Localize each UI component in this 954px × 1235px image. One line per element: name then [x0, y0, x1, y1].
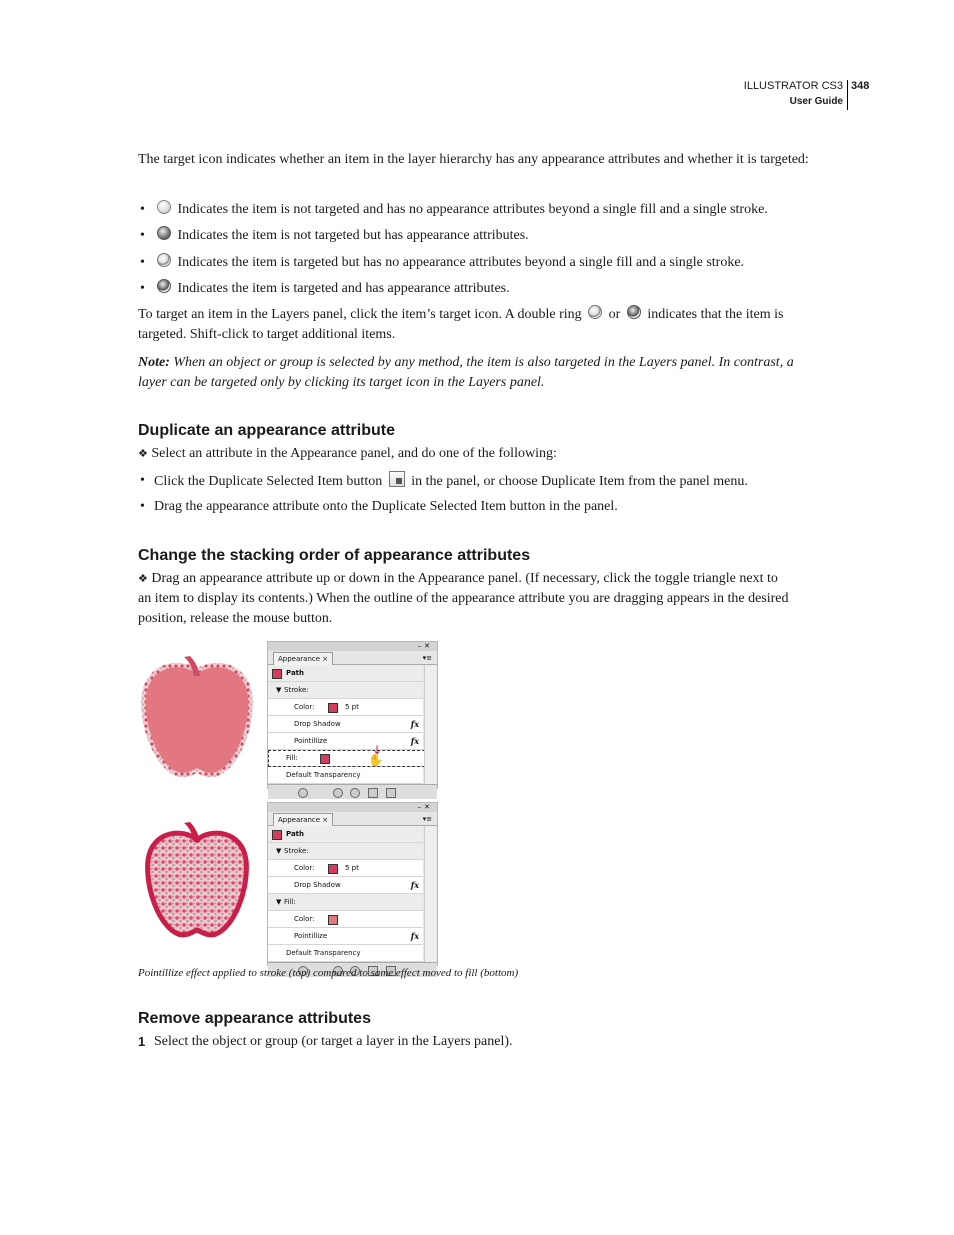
- list-item: [154, 200, 768, 220]
- appearance-row-default-transparency[interactable]: Default Transparency: [268, 945, 423, 962]
- tab-appearance[interactable]: Appearance ×: [273, 813, 333, 826]
- stacking-paragraph: ❖ Drag an appearance attribute up or down in the Appearance panel. (If necessary, click the toggle triangle next to an item to display its contents.) When the outline of the appearance attribute you are dragging appears in the desired position, release the mouse button.: [138, 571, 789, 626]
- list-item-text: Indicates the item is targeted and has appearance attributes.: [177, 281, 510, 296]
- target-targeted-no-attributes-icon: [157, 253, 171, 267]
- figure-caption: Pointillize effect applied to stroke (top) compared to same effect moved to fill (bottom): [138, 967, 519, 979]
- note-label: Note:: [138, 355, 170, 370]
- step-diamond: ❖ Select an attribute in the Appearance panel, and do one of the following:: [138, 446, 557, 461]
- list-item-text: Indicates the item is not targeted and has no appearance attributes beyond a single fill and a single stroke.: [177, 202, 768, 217]
- stroke-color-swatch[interactable]: [328, 703, 338, 713]
- reduce-to-basic-appearance-icon[interactable]: [350, 788, 360, 798]
- clear-appearance-icon[interactable]: [333, 788, 343, 798]
- header-divider: [847, 80, 848, 110]
- toggle-triangle-icon[interactable]: ▼: [276, 847, 282, 855]
- target-targeted-with-attributes-icon: [157, 279, 171, 293]
- panel-tab-bar: [268, 812, 437, 826]
- fill-color-swatch[interactable]: [320, 754, 330, 764]
- panel-menu-icon[interactable]: ▾≡: [422, 654, 432, 662]
- panel-title-bar[interactable]: [268, 803, 437, 812]
- panel-scrollbar[interactable]: [424, 826, 436, 962]
- fx-icon: fx: [410, 880, 419, 890]
- tab-close-icon[interactable]: ×: [322, 816, 329, 824]
- panel-window-controls[interactable]: –✕: [417, 803, 433, 811]
- appearance-row-pointillize[interactable]: Pointillize fx: [268, 928, 423, 945]
- fx-icon: fx: [410, 931, 419, 941]
- appearance-row-drop-shadow[interactable]: Drop Shadow fx: [268, 877, 423, 894]
- list-item: [154, 253, 744, 273]
- list-item: Click the Duplicate Selected Item button in the panel, or choose Duplicate Item from the panel menu.: [154, 471, 748, 492]
- fill-color-swatch[interactable]: [328, 915, 338, 925]
- panel-bottom-toolbar: [268, 784, 437, 799]
- bullet-glyph: •: [140, 202, 145, 217]
- running-header-product: ILLUSTRATOR CS3: [743, 80, 843, 92]
- double-ring-empty-icon: [588, 305, 602, 319]
- appearance-row-path[interactable]: Path: [268, 665, 423, 682]
- new-art-maintains-appearance-icon[interactable]: [298, 788, 308, 798]
- appearance-row-pointillize[interactable]: Pointillize fx: [268, 733, 423, 750]
- tab-close-icon[interactable]: ×: [322, 655, 329, 663]
- appearance-row-path[interactable]: Path: [268, 826, 423, 843]
- heading-duplicate: Duplicate an appearance attribute: [138, 422, 395, 439]
- grab-hand-cursor-icon: ✋: [368, 753, 383, 767]
- apple-stroke-pointillized-image: [138, 652, 256, 780]
- panel-menu-icon[interactable]: ▾≡: [422, 815, 432, 823]
- step-text: Select the object or group (or target a layer in the Layers panel).: [154, 1034, 513, 1049]
- bullet-glyph: •: [140, 228, 145, 243]
- appearance-row-default-transparency[interactable]: Default Transparency: [268, 767, 423, 784]
- panel-window-controls[interactable]: –✕: [417, 642, 433, 650]
- intro-paragraph: The target icon indicates whether an item in the layer hierarchy has any appearance attributes and whether it is targeted:: [138, 152, 809, 167]
- fx-icon: fx: [410, 719, 419, 729]
- list-item: [154, 279, 510, 299]
- appearance-row-stroke[interactable]: ▼ Stroke:: [268, 843, 423, 860]
- list-item-text: Indicates the item is targeted but has no appearance attributes beyond a single fill and a single stroke.: [177, 255, 745, 270]
- toggle-triangle-icon[interactable]: ▼: [276, 686, 282, 694]
- drag-arrow-icon: ↓: [372, 743, 383, 757]
- list-item-text: Indicates the item is not targeted but has appearance attributes.: [177, 228, 529, 243]
- appearance-row-stroke-color[interactable]: Color: 5 pt: [268, 860, 423, 877]
- double-ring-filled-icon: [627, 305, 641, 319]
- appearance-row-stroke-color[interactable]: Color: 5 pt: [268, 699, 423, 716]
- fx-icon: fx: [410, 736, 419, 746]
- step-number: 1: [138, 1034, 146, 1049]
- appearance-panel-stroke-effect: [267, 641, 438, 789]
- bullet-glyph: •: [140, 473, 145, 488]
- bullet-glyph: •: [140, 255, 145, 270]
- path-thumbnail-icon: [272, 830, 282, 840]
- duplicate-selected-item-icon[interactable]: [368, 788, 378, 798]
- bullet-glyph: •: [140, 499, 145, 514]
- heading-remove: Remove appearance attributes: [138, 1010, 371, 1027]
- apple-fill-pointillized-image: [140, 818, 254, 942]
- bullet-glyph: •: [140, 281, 145, 296]
- target-not-targeted-with-attributes-icon: [157, 226, 171, 240]
- target-paragraph: To target an item in the Layers panel, click the item’s target icon. A double ring or indicates that the item is targeted. Shift-click to target additional items.: [138, 307, 784, 342]
- path-thumbnail-icon: [272, 669, 282, 679]
- appearance-row-fill-color[interactable]: Color:: [268, 911, 423, 928]
- appearance-row-stroke[interactable]: ▼ Stroke:: [268, 682, 423, 699]
- panel-title-bar[interactable]: [268, 642, 437, 651]
- toggle-triangle-icon[interactable]: ▼: [276, 898, 282, 906]
- stroke-color-swatch[interactable]: [328, 864, 338, 874]
- appearance-row-drop-shadow[interactable]: Drop Shadow fx: [268, 716, 423, 733]
- running-header-guide: User Guide: [789, 96, 843, 107]
- note-paragraph: Note: When an object or group is selected by any method, the item is also targeted in the Layers panel. In contrast, a layer can be targeted only by clicking its target icon in the Layers panel.: [138, 355, 794, 390]
- duplicate-selected-item-icon: [389, 471, 405, 487]
- appearance-panel-fill-effect: [267, 802, 438, 966]
- appearance-row-fill[interactable]: ▼ Fill:: [268, 894, 423, 911]
- list-item: Drag the appearance attribute onto the Duplicate Selected Item button in the panel.: [154, 499, 618, 514]
- target-not-targeted-no-attributes-icon: [157, 200, 171, 214]
- delete-selected-item-icon[interactable]: [386, 788, 396, 798]
- heading-stacking: Change the stacking order of appearance attributes: [138, 547, 531, 564]
- page-number: 348: [851, 80, 870, 92]
- tab-appearance[interactable]: Appearance ×: [273, 652, 333, 665]
- panel-tab-bar: [268, 651, 437, 665]
- appearance-row-fill-drop-target[interactable]: Fill: ↓ ✋: [268, 750, 425, 767]
- list-item: [154, 226, 529, 246]
- panel-scrollbar[interactable]: [424, 665, 436, 785]
